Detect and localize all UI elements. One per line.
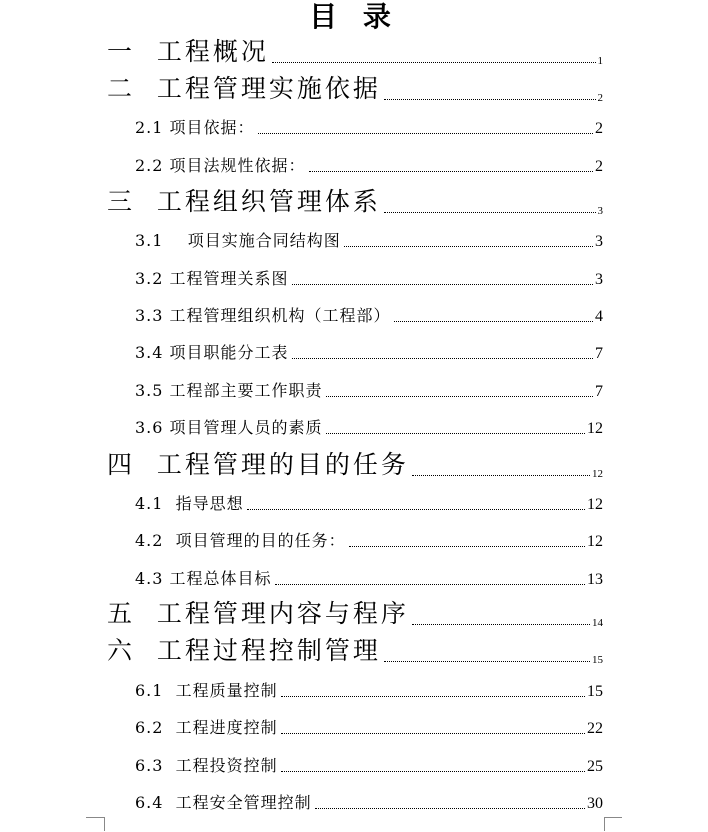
toc-entry-4-3[interactable]	[135, 567, 603, 589]
toc-entry-label: 五 工程管理内容与程序	[107, 599, 409, 628]
dot-leader	[272, 62, 596, 63]
dot-leader	[384, 661, 590, 662]
dot-leader	[281, 771, 585, 772]
page-corner-mark-left	[86, 817, 104, 832]
toc-entry-3-1[interactable]	[135, 229, 603, 251]
dot-leader	[384, 212, 596, 213]
dot-leader	[247, 509, 585, 510]
toc-entry-label: 四 工程管理的目的任务	[107, 450, 409, 479]
toc-page-number: 13	[587, 571, 603, 588]
toc-page-number: 12	[592, 468, 603, 480]
toc-page-number: 2	[597, 92, 603, 104]
toc-page-number: 3	[595, 271, 603, 288]
dot-leader	[384, 99, 596, 100]
toc-entry-6-3[interactable]	[135, 754, 603, 776]
toc-entry-label: 2.1 项目依据：	[135, 118, 255, 137]
toc-entry-2[interactable]	[107, 75, 603, 105]
toc-entry-label: 一 工程概况	[107, 37, 269, 66]
toc-entry-5[interactable]	[107, 600, 603, 630]
toc-entry-4-2[interactable]	[135, 529, 603, 551]
toc-page-number: 2	[595, 158, 603, 175]
toc-page-number: 1	[597, 55, 603, 67]
dot-leader	[258, 133, 593, 134]
toc-entry-label: 二 工程管理实施依据	[107, 74, 381, 103]
dot-leader	[275, 584, 585, 585]
toc-entry-label: 4.1 指导思想	[135, 494, 244, 513]
toc-entry-3-4[interactable]	[135, 341, 603, 363]
toc-page-number: 12	[587, 533, 603, 550]
toc-entry-label: 3.6 项目管理人员的素质	[135, 418, 323, 437]
toc-page-number: 3	[597, 205, 603, 217]
toc-entry-3-3[interactable]	[135, 304, 603, 326]
toc-page-number: 14	[592, 617, 603, 629]
toc-entry-2-1[interactable]	[135, 116, 603, 138]
toc-entry-label: 6.2 工程进度控制	[135, 718, 278, 737]
toc-entry-3-6[interactable]	[135, 416, 603, 438]
toc-page-number: 15	[587, 683, 603, 700]
page-corner-mark-left-vertical	[104, 817, 105, 831]
toc-entry-label: 3.5 工程部主要工作职责	[135, 381, 323, 400]
toc-entry-6-4[interactable]	[135, 791, 603, 813]
page-corner-mark-right	[604, 817, 622, 832]
dot-leader	[412, 475, 590, 476]
dot-leader	[412, 624, 590, 625]
toc-entry-label: 4.3 工程总体目标	[135, 569, 272, 588]
toc-entry-6[interactable]	[107, 637, 603, 667]
toc-page-number: 7	[595, 383, 603, 400]
toc-entry-label: 3.4 项目职能分工表	[135, 343, 289, 362]
toc-page-number: 22	[587, 720, 603, 737]
page-corner-mark-right-vertical	[604, 817, 605, 831]
toc-page-number: 15	[592, 654, 603, 666]
toc-entry-4-1[interactable]	[135, 492, 603, 514]
toc-page-number: 4	[595, 308, 603, 325]
toc-page-number: 30	[587, 795, 603, 812]
toc-entry-label: 6.3 工程投资控制	[135, 756, 278, 775]
toc-page-number: 12	[587, 496, 603, 513]
toc-page-number: 3	[595, 233, 603, 250]
dot-leader	[281, 696, 585, 697]
toc-entry-6-2[interactable]	[135, 716, 603, 738]
toc-entry-label: 三 工程组织管理体系	[107, 187, 381, 216]
dot-leader	[292, 284, 593, 285]
toc-entry-3-2[interactable]	[135, 267, 603, 289]
toc-entry-label: 6.1 工程质量控制	[135, 681, 278, 700]
toc-entry-label: 六 工程过程控制管理	[107, 636, 381, 665]
toc-page-number: 7	[595, 345, 603, 362]
toc-entry-label: 3.3 工程管理组织机构（工程部）	[135, 306, 391, 325]
toc-page-number: 2	[595, 120, 603, 137]
toc-entry-1[interactable]	[107, 38, 603, 68]
toc-entry-3-5[interactable]	[135, 379, 603, 401]
dot-leader	[349, 546, 585, 547]
toc-entry-label: 4.2 项目管理的目的任务：	[135, 531, 346, 550]
toc-entry-label: 6.4 工程安全管理控制	[135, 793, 312, 812]
toc-entry-6-1[interactable]	[135, 679, 603, 701]
dot-leader	[344, 246, 593, 247]
toc-title: 目 录	[309, 0, 399, 33]
dot-leader	[394, 321, 593, 322]
dot-leader	[281, 733, 585, 734]
toc-page-number: 12	[587, 420, 603, 437]
toc-entry-3[interactable]	[107, 188, 603, 218]
dot-leader	[326, 396, 593, 397]
toc-entry-2-2[interactable]	[135, 154, 603, 176]
toc-entry-4[interactable]	[107, 451, 603, 481]
dot-leader	[326, 433, 585, 434]
toc-entry-label: 3.1 项目实施合同结构图	[135, 231, 341, 250]
dot-leader	[292, 358, 593, 359]
dot-leader	[309, 171, 593, 172]
toc-page-number: 25	[587, 758, 603, 775]
toc-entry-label: 2.2 项目法规性依据：	[135, 156, 306, 175]
toc-entry-label: 3.2 工程管理关系图	[135, 269, 289, 288]
dot-leader	[315, 808, 585, 809]
